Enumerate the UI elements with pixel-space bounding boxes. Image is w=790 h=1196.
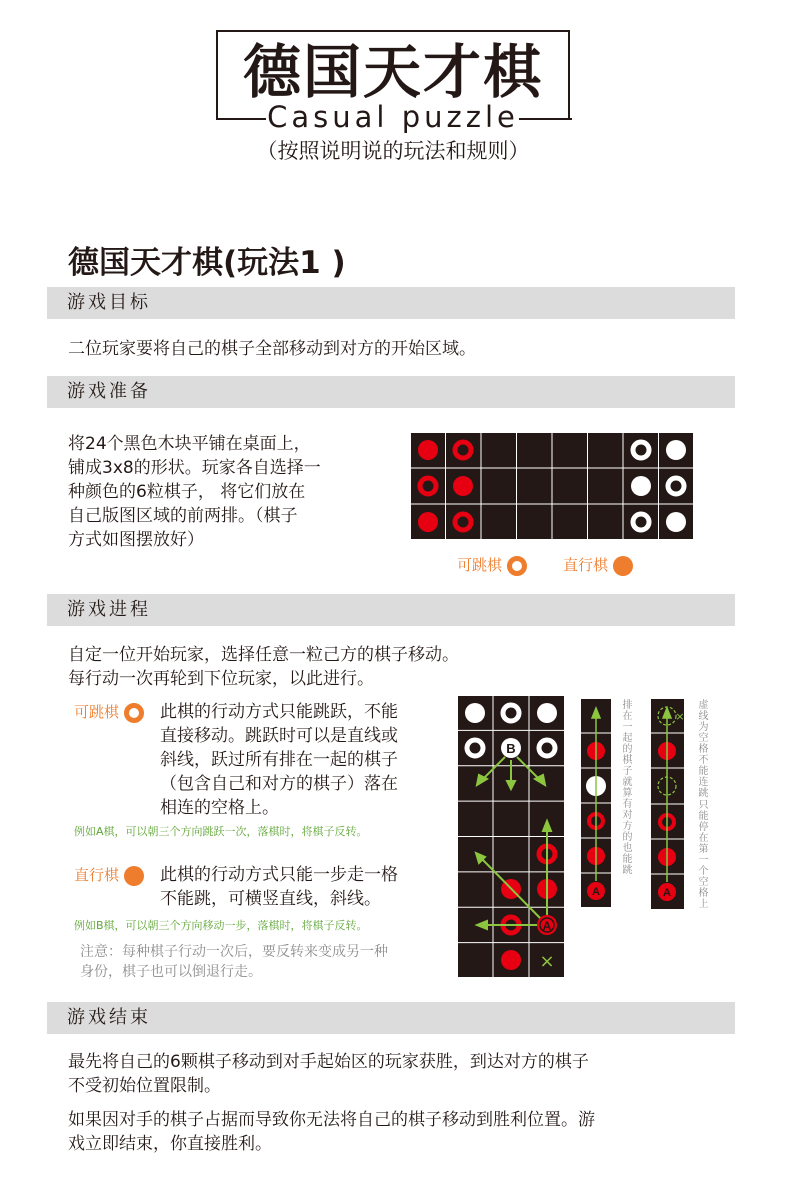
- legend-jump: [457, 553, 527, 577]
- page-title: 德国天才棋: [242, 38, 543, 106]
- section-heading: 游戏准备: [67, 381, 151, 402]
- prep-text: [68, 432, 321, 552]
- red-jump-piece: [420, 478, 436, 494]
- jump-desc-line: 此棋的行动方式只能跳跃，不能: [160, 702, 398, 722]
- legend-walk: [563, 553, 633, 577]
- walk-rule-desc: [160, 863, 398, 911]
- setup-board: [410, 432, 694, 540]
- jump-rule-desc: [160, 700, 398, 820]
- piece-a-label: A: [592, 886, 600, 898]
- legend-walk-label: 直行棋: [563, 556, 609, 574]
- process-intro-line: 自定一位开始玩家，选择任意一粒己方的棋子移动。: [68, 645, 459, 665]
- notice-line: 身份，棋子也可以倒退行走。: [80, 964, 262, 980]
- notice: [80, 942, 388, 982]
- section-heading: 游戏进程: [67, 599, 151, 620]
- walk-rule-label: [74, 863, 144, 887]
- cross-icon: ×: [675, 710, 685, 723]
- piece-a-label: A: [542, 919, 552, 933]
- jump-piece-icon: [507, 556, 527, 576]
- end-line: 戏立即结束，你直接胜利。: [68, 1134, 272, 1154]
- walk-piece-icon: [613, 556, 633, 576]
- section-heading: 游戏目标: [67, 292, 151, 313]
- jump-desc-line: 相连的空格上。: [160, 798, 279, 818]
- red-jump-piece: [455, 514, 471, 530]
- move-diagram-board: [457, 695, 565, 978]
- note-middle: 排在一起的棋子就算有对方的也能跳: [622, 700, 633, 876]
- piece-a-label: A: [663, 887, 671, 899]
- white-jump-piece: [633, 442, 649, 458]
- jump-piece-icon: [124, 703, 144, 723]
- walk-label-text: 直行棋: [74, 866, 120, 884]
- red-walk-piece: [501, 950, 521, 970]
- section-bar-process: [47, 594, 735, 626]
- section-bar-prep: [47, 376, 735, 408]
- jump-example: 例如A棋，可以朝三个方向跳跃一次，落棋时，将棋子反转。: [74, 825, 368, 838]
- white-jump-piece: [633, 514, 649, 530]
- section-bar-goal: [47, 287, 735, 319]
- walk-piece-icon: [124, 866, 144, 886]
- jump-desc-line: 直接移动。跳跃时可以是直线或: [160, 726, 398, 746]
- goal-text: 二位玩家要将自己的棋子全部移动到对方的开始区域。: [68, 339, 476, 359]
- jump-desc-line: （包含自己和对方的棋子）落在: [160, 774, 398, 794]
- section-heading: 游戏结束: [67, 1007, 151, 1028]
- prep-line: 方式如图摆放好）: [68, 530, 204, 550]
- note-right-1: 虚线为空格不能连跳: [698, 700, 709, 799]
- walk-desc-line: 此棋的行动方式只能一步走一格: [160, 865, 398, 885]
- white-walk-piece: [537, 703, 557, 723]
- process-intro-line: 每行动一次再轮到下位玩家，以此进行。: [68, 669, 374, 689]
- page-note: （按照说明说的玩法和规则）: [256, 139, 530, 163]
- jump-label-text: 可跳棋: [74, 703, 120, 721]
- end-line: 如果因对手的棋子占据而导致你无法将自己的棋子移动到胜利位置。游: [68, 1110, 595, 1130]
- white-walk-piece: [666, 440, 686, 460]
- white-walk-piece: [465, 703, 485, 723]
- white-jump-piece: [503, 705, 519, 721]
- white-jump-piece: [467, 740, 483, 756]
- end-para-2: [68, 1108, 595, 1156]
- section-bar-end: [47, 1002, 735, 1034]
- red-walk-piece: [418, 512, 438, 532]
- column-diagram-middle: [580, 698, 612, 908]
- prep-line: 种颜色的6粒棋子， 将它们放在: [68, 482, 306, 502]
- prep-line: 铺成3x8的形状。玩家各自选择一: [68, 458, 321, 478]
- prep-line: 将24个黑色木块平铺在桌面上，: [68, 434, 311, 454]
- white-walk-piece: [666, 512, 686, 532]
- white-walk-piece: [631, 476, 651, 496]
- end-line: 最先将自己的6颗棋子移动到对手起始区的玩家获胜，到达对方的棋子: [68, 1052, 589, 1072]
- white-jump-piece: [539, 740, 555, 756]
- red-walk-piece: [418, 440, 438, 460]
- white-jump-piece: [668, 478, 684, 494]
- prep-line: 自己版图区域的前两排。（棋子: [68, 506, 298, 526]
- walk-example: 例如B棋，可以朝三个方向移动一步，落棋时，将棋子反转。: [74, 919, 368, 932]
- notice-line: 注意：每种棋子行动一次后，要反转来变成另一种: [80, 944, 388, 960]
- legend-jump-label: 可跳棋: [457, 556, 503, 574]
- end-line: 不受初始位置限制。: [68, 1076, 221, 1096]
- jump-rule-label: [74, 700, 144, 724]
- red-walk-piece: [453, 476, 473, 496]
- piece-b-label: B: [506, 741, 516, 756]
- page-subtitle-en: Casual puzzle: [267, 100, 519, 134]
- red-jump-piece: [455, 442, 471, 458]
- column-diagram-right: [650, 698, 685, 910]
- walk-desc-line: 不能跳，可横竖直线，斜线。: [160, 889, 381, 909]
- jump-desc-line: 斜线，跃过所有排在一起的棋子: [160, 750, 398, 770]
- note-right-2: 只能停在第一个空格上: [698, 800, 709, 910]
- cross-icon: ×: [539, 951, 555, 972]
- end-para-1: [68, 1050, 589, 1098]
- process-intro: [68, 643, 459, 691]
- rules-title: 德国天才棋(玩法1 ): [68, 245, 346, 281]
